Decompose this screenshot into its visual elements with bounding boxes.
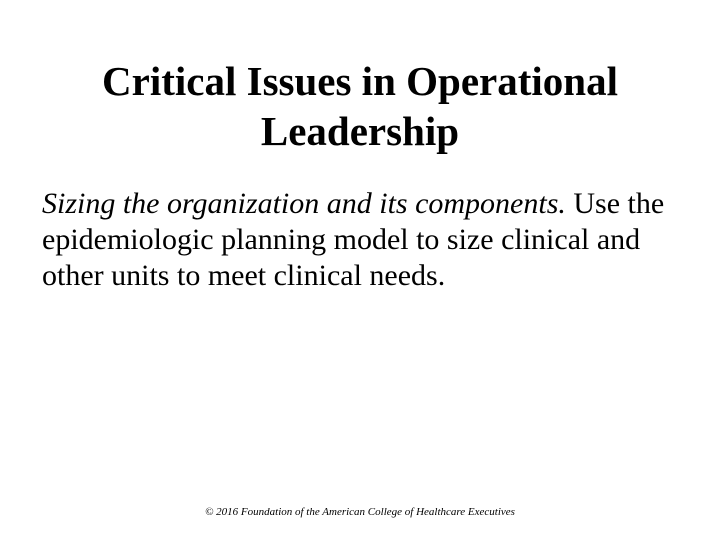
- copyright-footer: © 2016 Foundation of the American College of Healthcare Executives: [205, 506, 515, 518]
- slide-title: Critical Issues in Operational Leadership: [102, 58, 618, 154]
- body-text: Use the epidemiologic planning model to size clinical and other units to meet clinical needs.: [42, 187, 665, 292]
- slide-body: [42, 186, 692, 294]
- body-italic-lead: Sizing the organization and its components.: [42, 187, 566, 220]
